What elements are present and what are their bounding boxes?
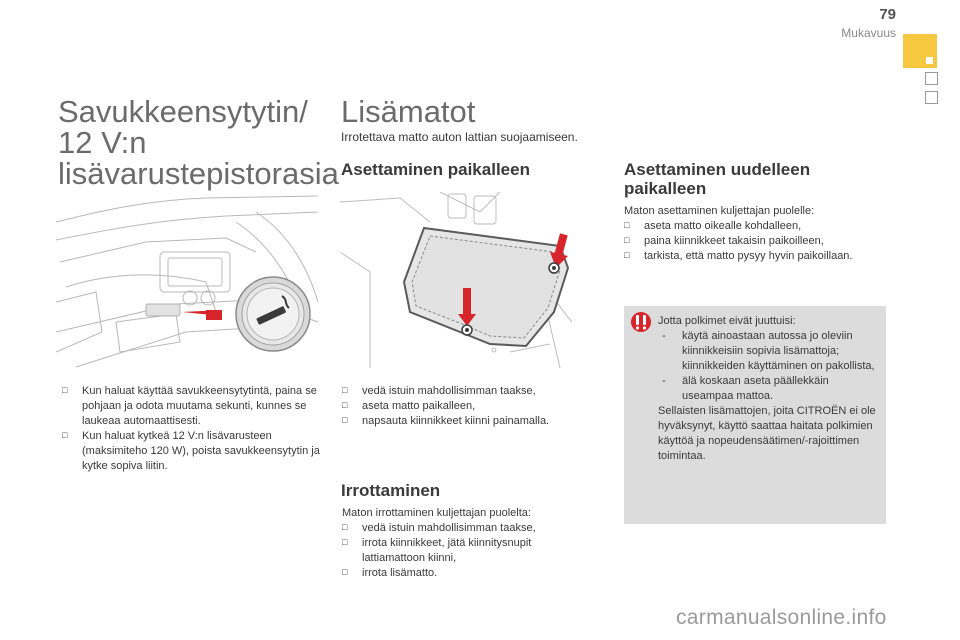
square-bullet-icon: □ — [342, 400, 348, 410]
square-bullet-icon: □ — [342, 522, 348, 532]
list-item: □ paina kiinnikkeet takaisin paikoilleen, — [624, 235, 824, 247]
chapter-tab[interactable] — [925, 91, 938, 104]
square-bullet-icon: □ — [342, 415, 348, 425]
list-item: □ napsauta kiinnikkeet kiinni painamalla. — [342, 415, 550, 427]
title-line: Savukkeensytytin/ — [58, 94, 308, 129]
list-item: □ irrota kiinnikkeet, jätä kiinnitysnupit lattiamattoon kiinni, — [342, 537, 532, 564]
square-bullet-icon: □ — [342, 537, 348, 547]
warning-intro: Jotta polkimet eivät juuttuisi: — [658, 315, 796, 327]
list-item: □ aseta matto oikealle kohdalleen, — [624, 220, 802, 232]
cigarette-lighter-illustration — [56, 192, 322, 368]
list-item: □ Kun haluat kytkeä 12 V:n lisävarusteen (maksimiteho 120 W), poista savukkeensytytin ja kytke sopiva liitin. — [62, 430, 320, 472]
square-bullet-icon: □ — [624, 250, 630, 260]
floor-mat-illustration — [340, 192, 572, 368]
list-item: □ irrota lisämatto. — [342, 567, 438, 579]
list-item: □ tarkista, että matto pysyy hyvin paikoillaan. — [624, 250, 853, 262]
list-item: - käytä ainoastaan autossa jo oleviin kiinnikkeisiin sopivia lisämattoja; kiinnikkeiden käyttäminen on pakollista, — [662, 330, 875, 372]
removal-heading: Irrottaminen — [341, 481, 441, 500]
list-item: - älä koskaan aseta päällekkäin useampaa mattoa. — [662, 375, 829, 402]
refit-steps — [624, 204, 894, 264]
list-item: □ Kun haluat käyttää savukkeensytytintä, paina se pohjaan ja odota muutama sekunti, kunnes se laukeaa automaattisesti. — [62, 385, 317, 427]
square-bullet-icon: □ — [624, 220, 630, 230]
page-number: 79 — [879, 6, 896, 23]
refit-intro: Maton asettaminen kuljettajan puolelle: — [624, 205, 815, 217]
cigarette-lighter-title — [58, 96, 338, 189]
warning-note: Sellaisten lisämattojen, joita CITROËN ei ole hyväksynyt, käyttö saattaa haitata polkimien käyttöä ja nopeudensäätimen/-rajoittimen toimintaa. — [658, 405, 876, 462]
warning-text — [658, 314, 876, 464]
square-bullet-icon: □ — [624, 235, 630, 245]
watermark: carmanualsonline.info — [676, 606, 887, 629]
list-item: □ vedä istuin mahdollisimman taakse, — [342, 385, 536, 397]
floor-mats-subtitle: Irrotettava matto auton lattian suojaamiseen. — [341, 130, 578, 144]
lighter-instructions — [62, 384, 324, 474]
square-bullet-icon: □ — [342, 567, 348, 577]
square-bullet-icon: □ — [342, 385, 348, 395]
fitting-steps — [342, 384, 582, 429]
removal-steps — [342, 506, 582, 581]
fitting-heading: Asettaminen paikalleen — [341, 160, 530, 179]
warning-box — [624, 306, 886, 524]
section-name: Mukavuus — [841, 26, 896, 40]
floor-mats-title: Lisämatot — [341, 94, 476, 129]
title-line: 12 V:n — [58, 125, 147, 160]
chapter-tab[interactable] — [925, 72, 938, 85]
warning-exclamation-icon — [630, 311, 652, 333]
list-item: □ vedä istuin mahdollisimman taakse, — [342, 522, 536, 534]
removal-intro: Maton irrottaminen kuljettajan puolelta: — [342, 507, 531, 519]
square-bullet-icon: □ — [62, 385, 68, 395]
tab-dot-icon — [926, 57, 933, 64]
list-item: □ aseta matto paikalleen, — [342, 400, 476, 412]
refit-heading: Asettaminen uudelleen paikalleen — [624, 160, 811, 198]
chapter-tab-active[interactable] — [903, 34, 937, 68]
title-line: lisävarustepistorasia — [58, 156, 339, 191]
square-bullet-icon: □ — [62, 430, 68, 440]
